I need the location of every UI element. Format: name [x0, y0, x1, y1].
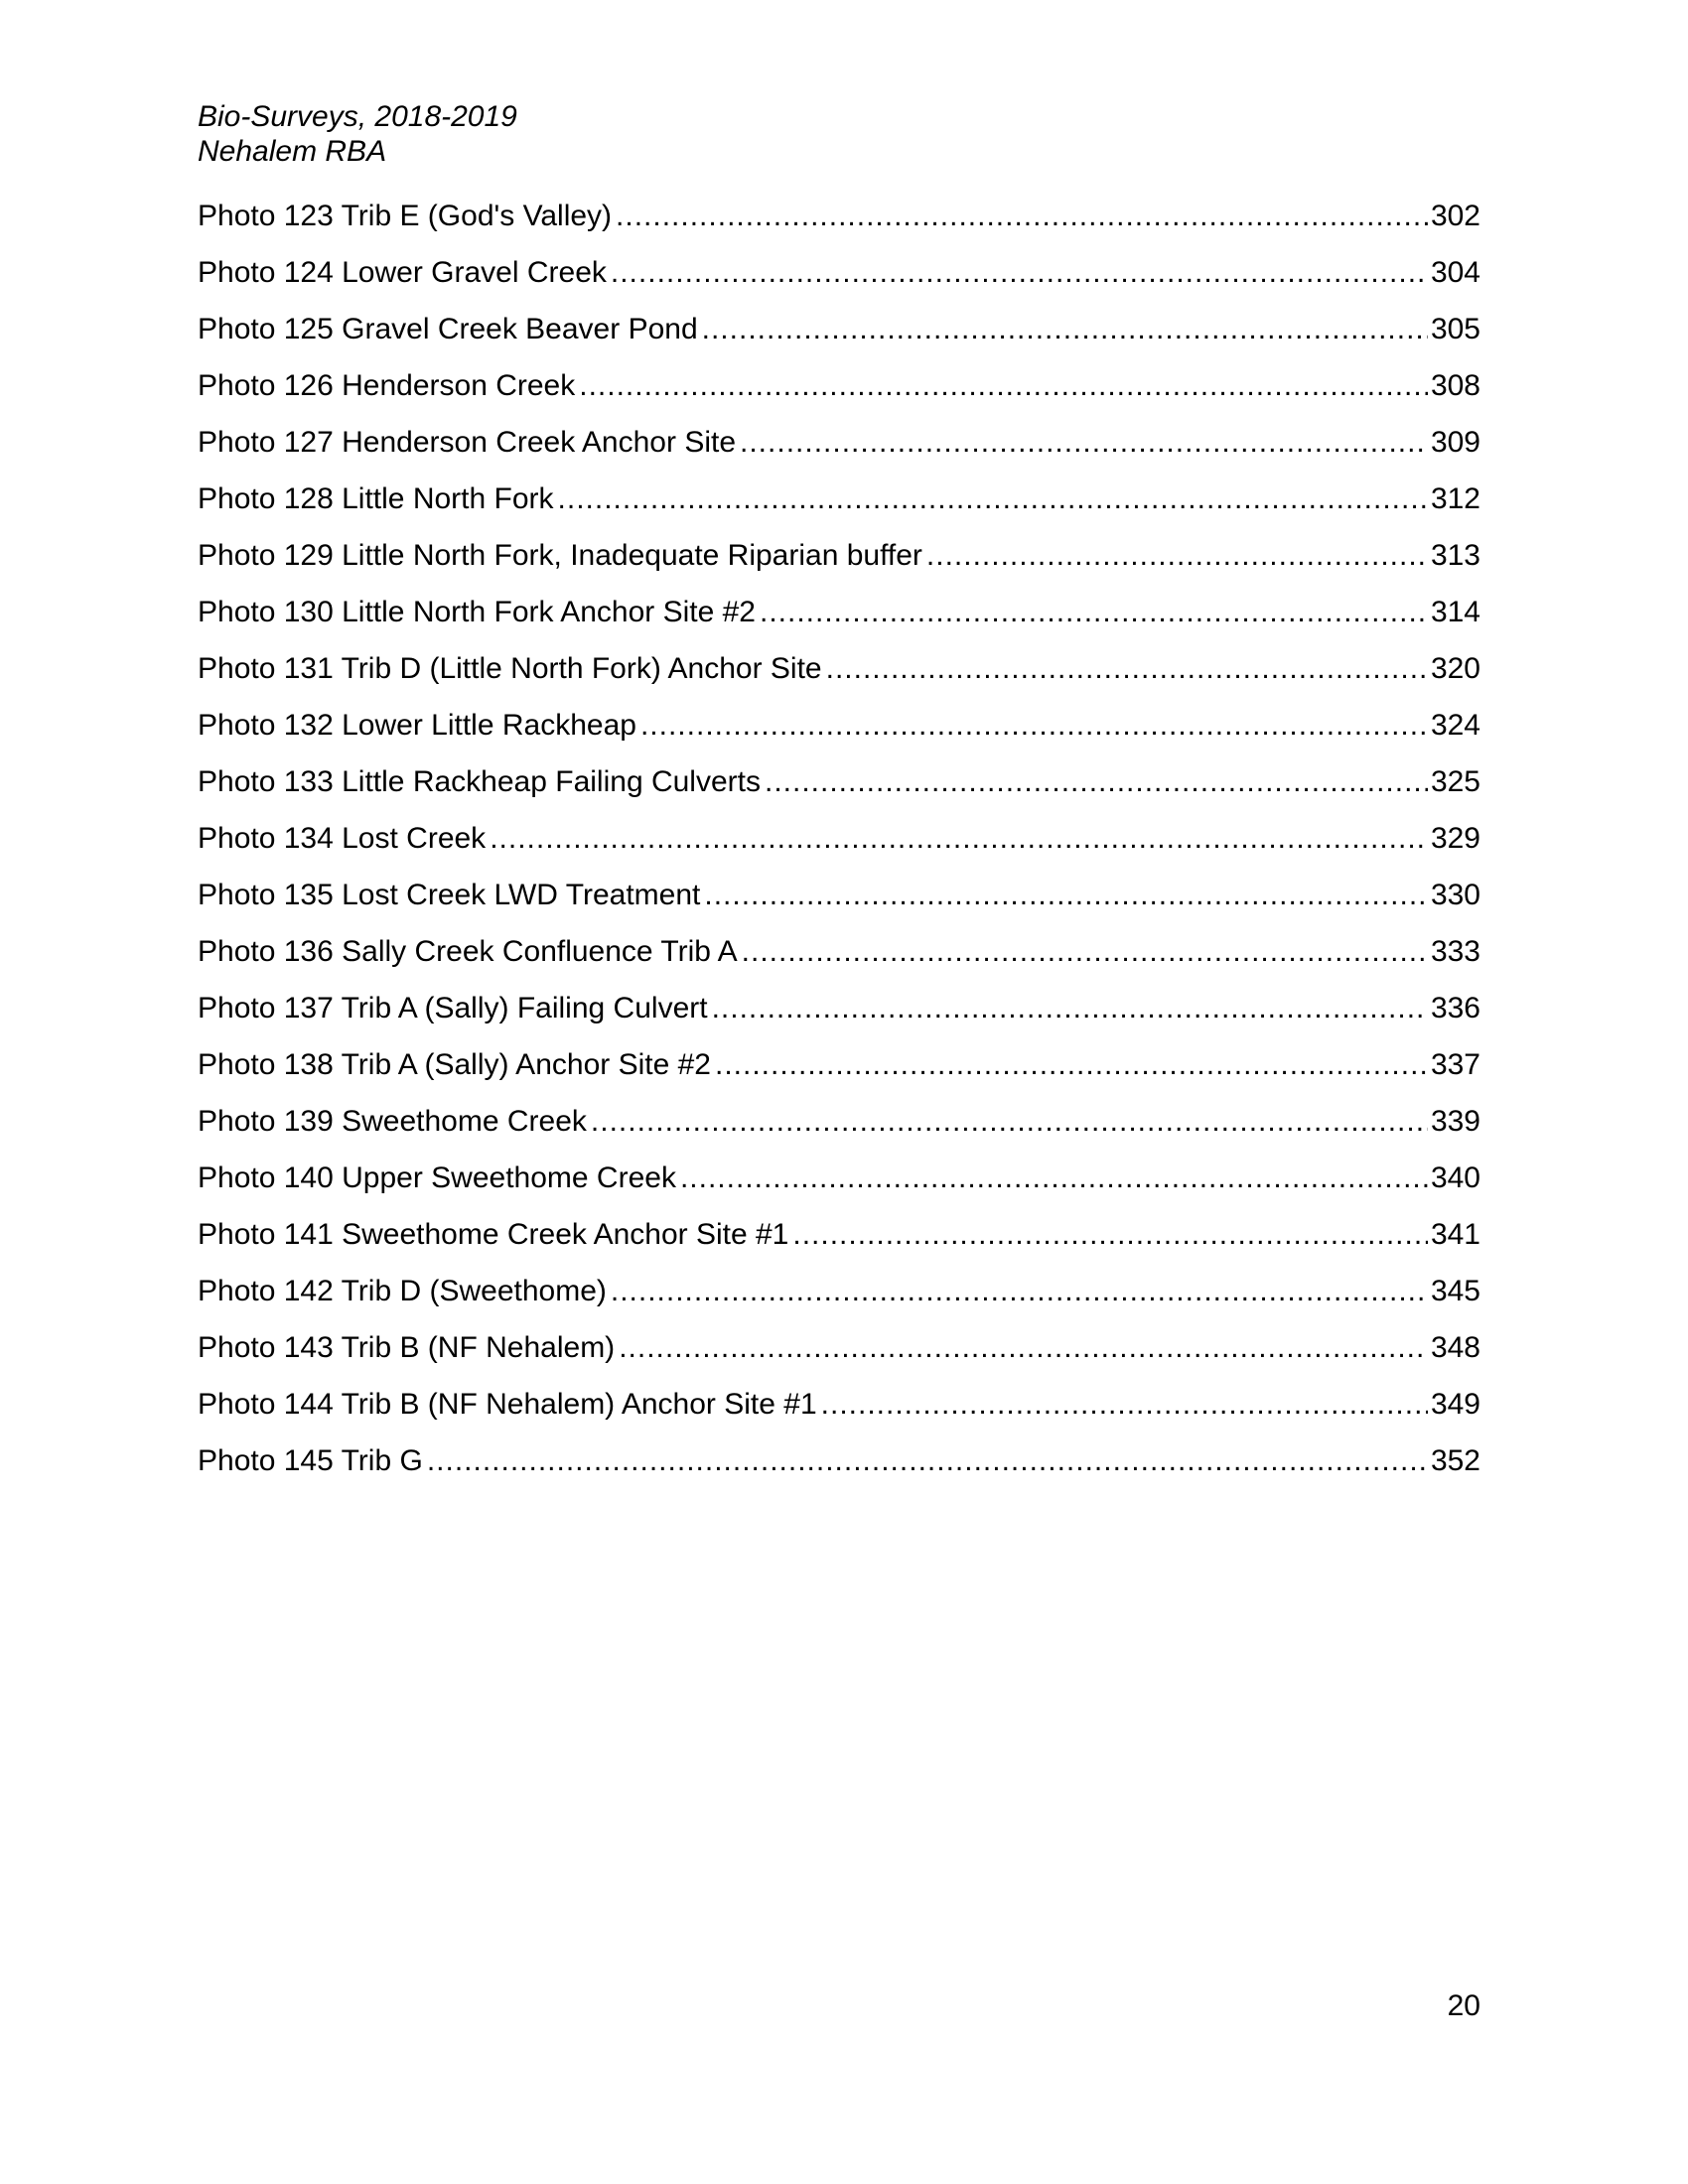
toc-dot-leader — [826, 650, 1428, 688]
toc-entry-page: 302 — [1430, 200, 1480, 232]
toc-dot-leader — [792, 1216, 1428, 1254]
toc-entry-page: 320 — [1430, 652, 1480, 685]
toc-entry[interactable] — [198, 877, 1480, 933]
toc-entry[interactable] — [198, 1046, 1480, 1103]
toc-entry-title: Photo 133 Little Rackheap Failing Culverts — [198, 765, 761, 798]
toc-entry-page: 349 — [1430, 1388, 1480, 1421]
toc-entry-page: 333 — [1430, 935, 1480, 968]
toc-entry-page: 308 — [1430, 369, 1480, 402]
toc-dot-leader — [611, 1273, 1428, 1310]
toc-entry[interactable] — [198, 311, 1480, 367]
toc-dot-leader — [579, 367, 1428, 405]
toc-entry-page: 314 — [1430, 596, 1480, 628]
toc-entry-title: Photo 124 Lower Gravel Creek — [198, 256, 607, 289]
toc-entry-page: 336 — [1430, 992, 1480, 1024]
toc-entry[interactable] — [198, 650, 1480, 707]
toc-entry-page: 339 — [1430, 1105, 1480, 1138]
toc-entry-title: Photo 132 Lower Little Rackheap — [198, 709, 636, 742]
toc-entry-title: Photo 128 Little North Fork — [198, 482, 554, 515]
toc-entry-page: 305 — [1430, 313, 1480, 345]
toc-entry[interactable] — [198, 707, 1480, 763]
toc-dot-leader — [680, 1160, 1428, 1197]
header-title: Bio-Surveys, 2018-2019 — [198, 100, 517, 133]
toc-dot-leader — [821, 1386, 1428, 1424]
toc-entry-title: Photo 137 Trib A (Sally) Failing Culvert — [198, 992, 708, 1024]
toc-entry[interactable] — [198, 1160, 1480, 1216]
table-of-figures — [198, 198, 1480, 1499]
toc-entry-title: Photo 123 Trib E (God's Valley) — [198, 200, 613, 232]
toc-dot-leader — [427, 1442, 1428, 1480]
toc-entry[interactable] — [198, 990, 1480, 1046]
toc-entry-page: 313 — [1430, 539, 1480, 572]
toc-entry-page: 324 — [1430, 709, 1480, 742]
toc-entry-title: Photo 134 Lost Creek — [198, 822, 487, 855]
toc-dot-leader — [490, 820, 1428, 858]
toc-dot-leader — [740, 424, 1428, 462]
toc-entry-title: Photo 138 Trib A (Sally) Anchor Site #2 — [198, 1048, 711, 1081]
toc-entry-title: Photo 141 Sweethome Creek Anchor Site #1 — [198, 1218, 789, 1251]
toc-entry[interactable] — [198, 933, 1480, 990]
toc-entry-page: 352 — [1430, 1444, 1480, 1477]
toc-entry[interactable] — [198, 1273, 1480, 1329]
toc-entry-title: Photo 131 Trib D (Little North Fork) Anchor Site — [198, 652, 822, 685]
toc-entry[interactable] — [198, 1386, 1480, 1442]
toc-entry-page: 348 — [1430, 1331, 1480, 1364]
toc-dot-leader — [712, 990, 1428, 1027]
toc-dot-leader — [616, 198, 1428, 235]
toc-dot-leader — [702, 311, 1428, 348]
toc-entry-page: 337 — [1430, 1048, 1480, 1081]
toc-entry[interactable] — [198, 820, 1480, 877]
toc-entry-page: 329 — [1430, 822, 1480, 855]
toc-entry-title: Photo 139 Sweethome Creek — [198, 1105, 587, 1138]
toc-entry-page: 340 — [1430, 1161, 1480, 1194]
toc-entry-title: Photo 143 Trib B (NF Nehalem) — [198, 1331, 616, 1364]
toc-entry-page: 345 — [1430, 1275, 1480, 1307]
toc-entry-title: Photo 125 Gravel Creek Beaver Pond — [198, 313, 698, 345]
toc-entry[interactable] — [198, 367, 1480, 424]
toc-entry[interactable] — [198, 1329, 1480, 1386]
toc-dot-leader — [558, 480, 1428, 518]
toc-dot-leader — [591, 1103, 1428, 1141]
toc-entry[interactable] — [198, 537, 1480, 594]
toc-dot-leader — [619, 1329, 1428, 1367]
toc-entry-page: 309 — [1430, 426, 1480, 459]
toc-dot-leader — [611, 254, 1428, 292]
toc-dot-leader — [742, 933, 1428, 971]
toc-entry-title: Photo 130 Little North Fork Anchor Site #2 — [198, 596, 756, 628]
toc-entry-title: Photo 129 Little North Fork, Inadequate Riparian buffer — [198, 539, 922, 572]
toc-entry-title: Photo 142 Trib D (Sweethome) — [198, 1275, 607, 1307]
toc-entry-page: 312 — [1430, 482, 1480, 515]
toc-entry-title: Photo 126 Henderson Creek — [198, 369, 576, 402]
toc-entry[interactable] — [198, 594, 1480, 650]
page-number: 20 — [1447, 1989, 1480, 2022]
header-subtitle: Nehalem RBA — [198, 135, 387, 168]
running-header — [198, 99, 517, 169]
toc-entry[interactable] — [198, 1442, 1480, 1499]
toc-entry[interactable] — [198, 198, 1480, 254]
toc-entry-title: Photo 135 Lost Creek LWD Treatment — [198, 879, 701, 911]
toc-entry-page: 341 — [1430, 1218, 1480, 1251]
toc-entry[interactable] — [198, 254, 1480, 311]
toc-dot-leader — [765, 763, 1428, 801]
toc-dot-leader — [640, 707, 1428, 745]
toc-entry-title: Photo 145 Trib G — [198, 1444, 423, 1477]
toc-dot-leader — [926, 537, 1428, 575]
toc-entry-title: Photo 140 Upper Sweethome Creek — [198, 1161, 676, 1194]
toc-entry-title: Photo 144 Trib B (NF Nehalem) Anchor Site #1 — [198, 1388, 817, 1421]
toc-entry[interactable] — [198, 480, 1480, 537]
toc-entry[interactable] — [198, 424, 1480, 480]
toc-entry-page: 325 — [1430, 765, 1480, 798]
toc-entry-title: Photo 127 Henderson Creek Anchor Site — [198, 426, 737, 459]
toc-entry[interactable] — [198, 1216, 1480, 1273]
toc-dot-leader — [704, 877, 1428, 914]
toc-entry-page: 330 — [1430, 879, 1480, 911]
toc-entry[interactable] — [198, 763, 1480, 820]
toc-dot-leader — [715, 1046, 1428, 1084]
toc-entry-page: 304 — [1430, 256, 1480, 289]
toc-entry-title: Photo 136 Sally Creek Confluence Trib A — [198, 935, 738, 968]
toc-entry[interactable] — [198, 1103, 1480, 1160]
toc-dot-leader — [760, 594, 1428, 631]
